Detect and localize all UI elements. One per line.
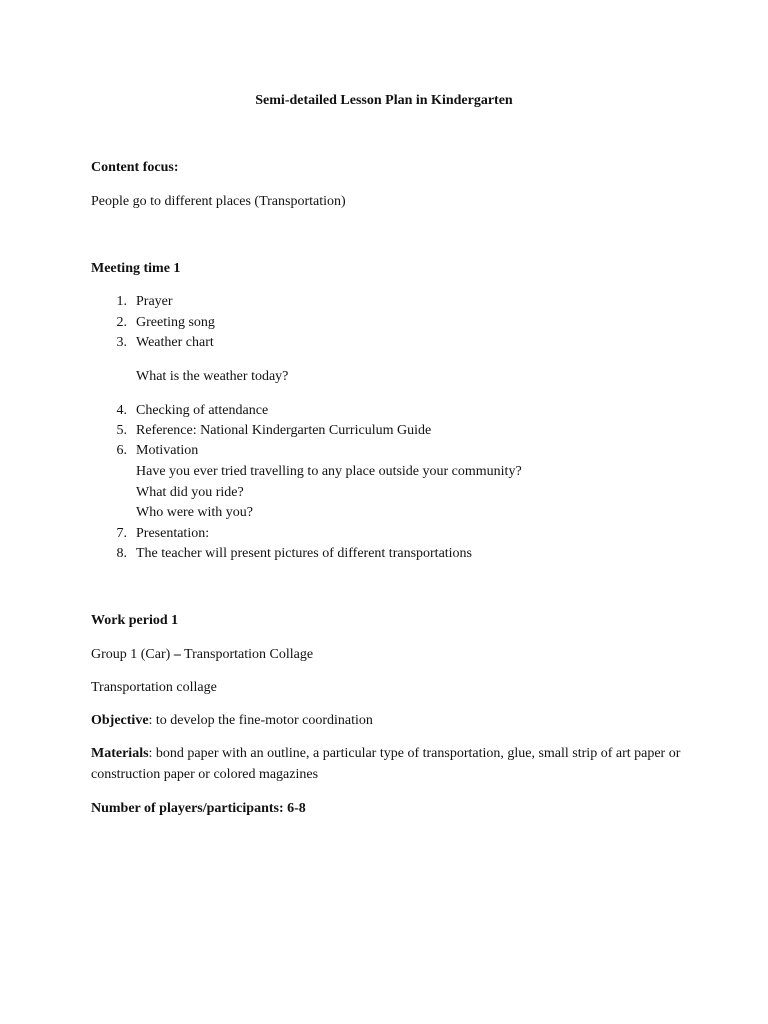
work-period-heading: Work period 1 <box>91 613 179 628</box>
list-item-number: 8. <box>116 546 127 561</box>
players-line: Number of players/participants: 6-8 <box>91 801 306 816</box>
list-item-number: 1. <box>116 294 127 309</box>
list-item-text: Reference: National Kindergarten Curriculum Guide <box>136 423 432 438</box>
motivation-question: Have you ever tried travelling to any place outside your community? <box>136 464 522 479</box>
list-item-text: Prayer <box>136 294 173 309</box>
list-item-text: Weather chart <box>136 335 214 350</box>
list-item-text: Greeting song <box>136 315 215 330</box>
list-item-text: Checking of attendance <box>136 403 269 418</box>
materials-text: : bond paper with an outline, a particular type of transportation, glue, small strip of art paper or construction paper or colored magazines <box>91 746 681 782</box>
weather-question: What is the weather today? <box>136 369 289 384</box>
list-item-number: 5. <box>116 423 127 438</box>
group-prefix: Group 1 (Car) <box>91 647 174 662</box>
objective-line <box>91 711 373 731</box>
list-item-text: Presentation: <box>136 526 210 541</box>
list-item-number: 4. <box>116 403 127 418</box>
content-focus-text: People go to different places (Transportation) <box>91 194 346 209</box>
objective-text: : to develop the fine-motor coordination <box>148 713 373 728</box>
list-item-number: 7. <box>116 526 127 541</box>
activity-name: Transportation collage <box>91 680 217 695</box>
list-item-text: Motivation <box>136 443 199 458</box>
document-title: Semi-detailed Lesson Plan in Kindergarten <box>255 93 513 108</box>
group-dash: – <box>173 647 181 662</box>
list-item-text: The teacher will present pictures of different transportations <box>136 546 473 561</box>
list-item-number: 3. <box>116 335 127 350</box>
motivation-question: Who were with you? <box>136 505 254 520</box>
materials-label: Materials <box>91 746 149 761</box>
meeting-time-heading: Meeting time 1 <box>91 261 181 276</box>
group-suffix: Transportation Collage <box>180 647 314 662</box>
group-line <box>91 645 313 665</box>
materials-paragraph <box>91 744 691 785</box>
objective-label: Objective <box>91 713 149 728</box>
list-item-number: 6. <box>116 443 127 458</box>
content-focus-heading: Content focus: <box>91 160 179 175</box>
list-item-number: 2. <box>116 315 127 330</box>
motivation-question: What did you ride? <box>136 485 244 500</box>
